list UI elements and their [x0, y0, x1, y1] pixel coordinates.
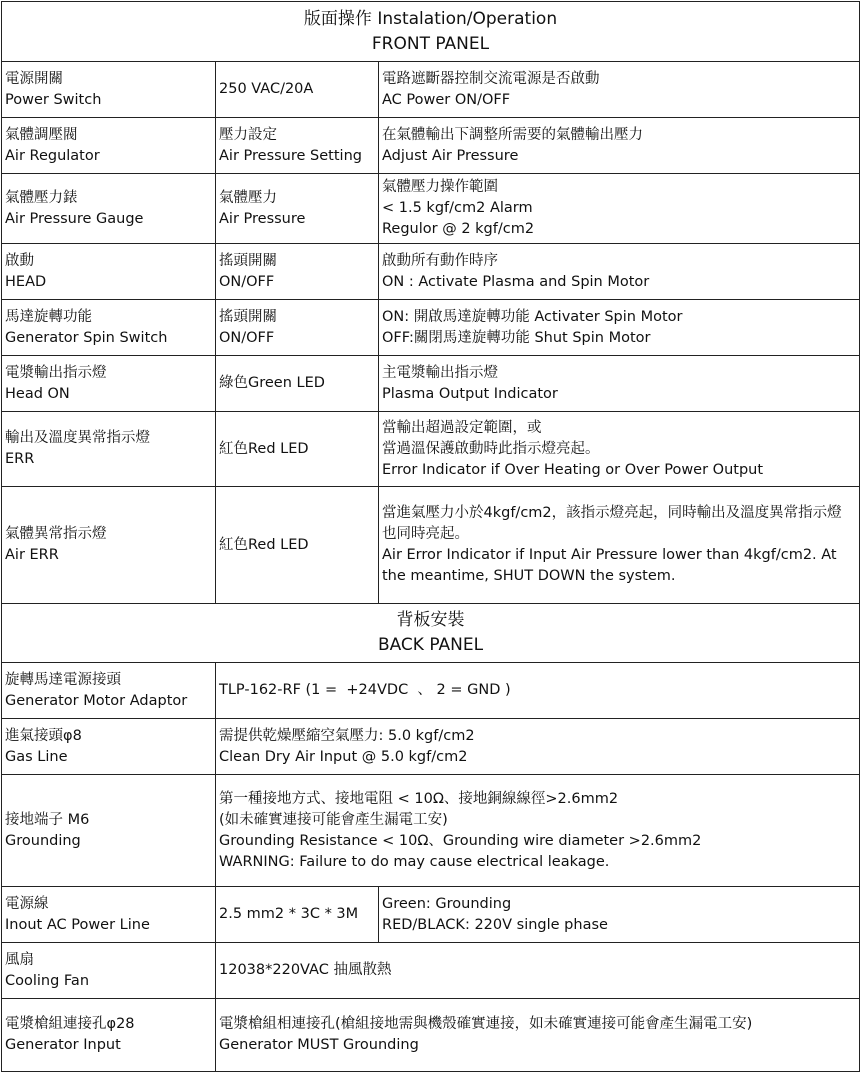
item-spec-line: Air Pressure Setting	[219, 147, 362, 164]
item-spec-line: 搖頭開關	[219, 308, 277, 325]
item-desc-cell	[379, 356, 860, 412]
item-name-zh: 啟動	[5, 252, 34, 269]
item-merged-line: 12038*220VAC 抽風散熱	[219, 962, 392, 978]
item-desc-cell	[379, 887, 860, 943]
table-row	[2, 412, 860, 487]
item-spec-line: ON/OFF	[219, 273, 275, 290]
item-name-cell	[2, 487, 216, 604]
item-desc-line: Regulor @ 2 kgf/cm2	[382, 221, 535, 237]
item-spec-line: 2.5 mm2 * 3C * 3M	[219, 906, 359, 922]
item-name-en: Inout AC Power Line	[5, 916, 150, 933]
item-name-zh: 電漿輸出指示燈	[5, 364, 107, 381]
back-panel-title-line-2: BACK PANEL	[377, 635, 484, 655]
item-merged-line: 需提供乾燥壓縮空氣壓力: 5.0 kgf/cm2	[219, 727, 475, 744]
item-name-en: Air Regulator	[5, 147, 100, 164]
table-row	[2, 887, 860, 943]
front-panel-title-line-2: FRONT PANEL	[371, 33, 490, 54]
item-name-cell	[2, 719, 216, 775]
item-spec-cell	[216, 300, 379, 356]
item-desc-line: < 1.5 kgf/cm2 Alarm	[382, 200, 533, 216]
operation-spec-table	[1, 1, 860, 1072]
item-merged-cell	[216, 663, 860, 719]
item-name-cell	[2, 943, 216, 999]
item-merged-line: Generator MUST Grounding	[219, 1037, 419, 1053]
item-spec-cell	[216, 118, 379, 174]
item-desc-cell	[379, 174, 860, 244]
item-name-cell	[2, 775, 216, 887]
item-spec-cell	[216, 62, 379, 118]
item-desc-line: AC Power ON/OFF	[382, 91, 511, 108]
item-desc-cell	[379, 118, 860, 174]
table-row	[2, 663, 860, 719]
item-merged-line: 第一種接地方式、接地電阻 < 10Ω、接地銅線線徑>2.6mm2	[219, 790, 619, 807]
item-desc-line: Plasma Output Indicator	[382, 385, 558, 402]
item-spec-cell	[216, 887, 379, 943]
item-name-en: Air ERR	[5, 547, 59, 563]
item-desc-line: Green: Grounding	[382, 895, 512, 912]
table-row	[2, 999, 860, 1072]
table-row	[2, 300, 860, 356]
item-name-cell	[2, 412, 216, 487]
back-panel-title	[2, 604, 860, 663]
item-desc-cell	[379, 62, 860, 118]
item-name-zh: 氣體調壓閥	[5, 126, 78, 143]
table-row	[2, 174, 860, 244]
front-panel-title	[2, 2, 860, 62]
item-spec-line: 紅色Red LED	[219, 440, 309, 457]
item-name-zh: 氣體壓力錶	[5, 189, 78, 206]
item-merged-cell	[216, 719, 860, 775]
item-name-zh: 風扇	[5, 951, 34, 968]
item-name-en: Grounding	[5, 832, 81, 849]
item-name-en: HEAD	[5, 273, 47, 290]
item-name-en: Gas Line	[5, 748, 68, 765]
item-spec-line: 紅色Red LED	[219, 536, 309, 553]
item-desc-line: 當輸出超過設定範圍，或	[382, 419, 542, 436]
table-row	[2, 118, 860, 174]
item-name-cell	[2, 300, 216, 356]
item-spec-cell	[216, 412, 379, 487]
item-spec-cell	[216, 244, 379, 300]
item-merged-line: TLP-162-RF (1 = +24VDC 、 2 = GND )	[219, 682, 511, 698]
front-panel-header-row	[2, 2, 860, 62]
item-name-cell	[2, 174, 216, 244]
item-name-en: Cooling Fan	[5, 972, 90, 989]
table-row	[2, 719, 860, 775]
item-desc-line: 電路遮斷器控制交流電源是否啟動	[382, 70, 600, 87]
item-name-zh: 接地端子 M6	[5, 811, 90, 828]
item-name-cell	[2, 118, 216, 174]
item-desc-line: ON : Activate Plasma and Spin Motor	[382, 273, 650, 290]
item-desc-line: 在氣體輸出下調整所需要的氣體輸出壓力	[382, 126, 643, 143]
back-panel-title-line-1: 背板安裝	[396, 610, 465, 630]
item-merged-cell	[216, 775, 860, 887]
item-name-en: ERR	[5, 451, 35, 467]
item-name-en: Generator Spin Switch	[5, 329, 168, 346]
item-name-zh: 馬達旋轉功能	[5, 308, 92, 325]
back-panel-header-row	[2, 604, 860, 663]
item-name-zh: 進氣接頭φ8	[5, 727, 82, 744]
item-name-en: Air Pressure Gauge	[5, 210, 144, 227]
item-merged-cell	[216, 999, 860, 1072]
item-merged-line: Grounding Resistance < 10Ω、Grounding wire diameter >2.6mm2	[219, 832, 702, 849]
item-name-en: Power Switch	[5, 91, 102, 108]
item-name-en: Generator Motor Adaptor	[5, 692, 188, 709]
item-merged-line: Clean Dry Air Input @ 5.0 kgf/cm2	[219, 748, 468, 765]
item-name-zh: 電源線	[5, 895, 49, 912]
item-merged-line: (如未確實連接可能會產生漏電工安)	[219, 811, 448, 828]
item-name-cell	[2, 62, 216, 118]
table-row	[2, 487, 860, 604]
item-name-cell	[2, 356, 216, 412]
item-desc-line: Air Error Indicator if Input Air Pressure lower than 4kgf/cm2. At the meantime, SHUT DOWN the system.	[382, 547, 842, 584]
item-name-zh: 電漿槍組連接孔φ28	[5, 1016, 135, 1032]
item-spec-line: 壓力設定	[219, 126, 277, 143]
item-desc-line: 當過溫保護啟動時此指示燈亮起。	[382, 440, 600, 457]
item-desc-line: 主電漿輸出指示燈	[382, 364, 498, 381]
table-row	[2, 62, 860, 118]
table-row	[2, 943, 860, 999]
item-spec-line: 250 VAC/20A	[219, 81, 314, 97]
item-spec-line: 綠色Green LED	[219, 375, 325, 391]
front-panel-title-line-1: 版面操作 Instalation/Operation	[303, 8, 558, 29]
item-spec-cell	[216, 487, 379, 604]
item-name-cell	[2, 244, 216, 300]
item-name-en: Generator Input	[5, 1037, 121, 1053]
table-row	[2, 775, 860, 887]
item-spec-line: Air Pressure	[219, 210, 306, 227]
item-desc-line: Error Indicator if Over Heating or Over Power Output	[382, 461, 764, 478]
item-name-zh: 氣體異常指示燈	[5, 526, 107, 542]
item-desc-line: 啟動所有動作時序	[382, 252, 498, 269]
item-name-cell	[2, 887, 216, 943]
item-name-zh: 旋轉馬達電源接頭	[5, 671, 121, 688]
item-desc-line: 氣體壓力操作範圍	[382, 179, 498, 195]
item-name-en: Head ON	[5, 385, 70, 402]
item-merged-line: WARNING: Failure to do may cause electrical leakage.	[219, 853, 610, 870]
item-name-cell	[2, 663, 216, 719]
item-name-cell	[2, 999, 216, 1072]
item-spec-line: ON/OFF	[219, 329, 275, 346]
item-desc-line: RED/BLACK: 220V single phase	[382, 916, 608, 933]
item-desc-line: OFF:關閉馬達旋轉功能 Shut Spin Motor	[382, 329, 651, 346]
item-desc-cell	[379, 412, 860, 487]
table-row	[2, 356, 860, 412]
item-merged-cell	[216, 943, 860, 999]
item-desc-line: Adjust Air Pressure	[382, 147, 519, 164]
item-desc-cell	[379, 487, 860, 604]
item-desc-line: 當進氣壓力小於4kgf/cm2，該指示燈亮起，同時輸出及溫度異常指示燈也同時亮起。	[382, 505, 842, 542]
item-spec-cell	[216, 356, 379, 412]
item-name-zh: 電源開關	[5, 70, 63, 87]
item-desc-cell	[379, 244, 860, 300]
item-spec-line: 搖頭開關	[219, 252, 277, 269]
item-merged-line: 電漿槍組相連接孔(槍組接地需與機殼確實連接，如未確實連接可能會產生漏電工安)	[219, 1016, 753, 1032]
item-spec-cell	[216, 174, 379, 244]
item-desc-line: ON: 開啟馬達旋轉功能 Activater Spin Motor	[382, 308, 683, 325]
table-row	[2, 244, 860, 300]
item-spec-line: 氣體壓力	[219, 189, 277, 206]
item-name-zh: 輸出及溫度異常指示燈	[5, 430, 150, 446]
item-desc-cell	[379, 300, 860, 356]
